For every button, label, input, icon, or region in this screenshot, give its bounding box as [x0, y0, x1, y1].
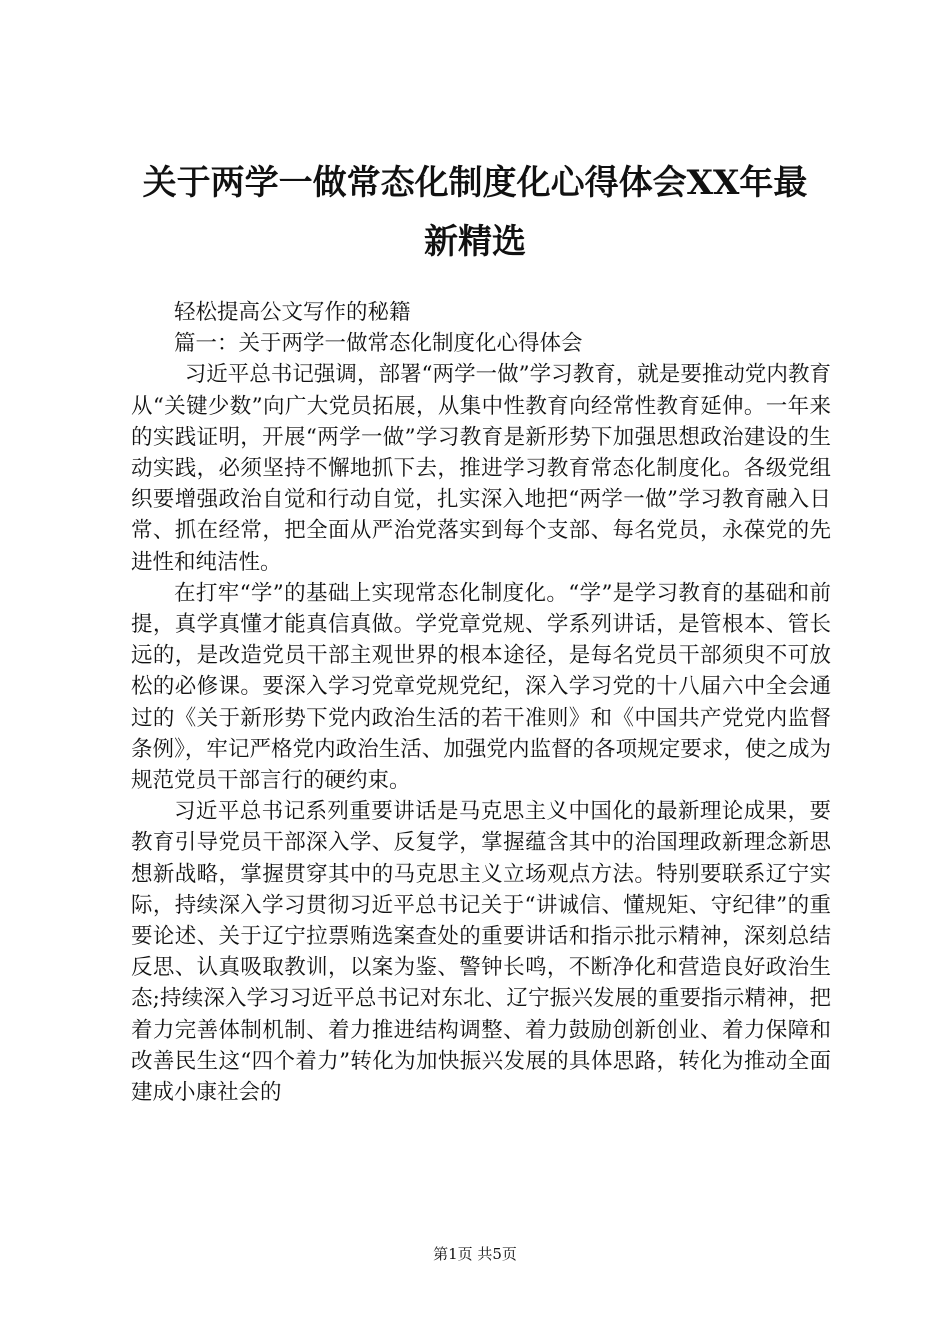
document-title-line-1: 关于两学一做常态化制度化心得体会XX年最 [142, 163, 808, 203]
section-heading: 篇一：关于两学一做常态化制度化心得体会 [174, 331, 583, 357]
document-body [131, 297, 831, 1108]
page-footer: 第1页 共5页 [433, 1245, 517, 1263]
document-title-line-2: 新精选 [424, 222, 526, 262]
body-paragraph: 习近平总书记强调，部署“两学一做”学习教育，就是要推动党内教育从“关键少数”向广大党员拓展，从集中性教育向经常性教育延伸。一年来的实践证明，开展“两学一做”学习教育是新形势下加强思想政治建设的生动实践，必须坚持不懈地抓下去，推进学习教育常态化制度化。各级党组织要增强政治自觉和行动自觉，扎实深入地把“两学一做”学习教育融入日常、抓在经常，把全面从严治党落实到每个支部、每名党员，永葆党的先进性和纯洁性。 [131, 362, 831, 575]
subtitle-paragraph: 轻松提高公文写作的秘籍 [174, 300, 411, 325]
body-paragraph: 习近平总书记系列重要讲话是马克思主义中国化的最新理论成果，要教育引导党员干部深入学、反复学，掌握蕴含其中的治国理政新理念新思想新战略，掌握贯穿其中的马克思主义立场观点方法。特别要联系辽宁实际，持续深入学习贯彻习近平总书记关于“讲诚信、懂规矩、守纪律”的重要论述、关于辽宁拉票贿选案查处的重要讲话和指示批示精神，深刻总结反思、认真吸取教训，以案为鉴、警钟长鸣，不断净化和营造良好政治生态;持续深入学习习近平总书记对东北、辽宁振兴发展的重要指示精神，把着力完善体制机制、着力推进结构调整、着力鼓励创新创业、着力保障和改善民生这“四个着力”转化为加快振兴发展的具体思路，转化为推动全面建成小康社会的 [131, 799, 831, 1106]
body-paragraph: 在打牢“学”的基础上实现常态化制度化。“学”是学习教育的基础和前提，真学真懂才能真信真做。学党章党规、学系列讲话，是管根本、管长远的，是改造党员干部主观世界的根本途径，是每名党员干部须臾不可放松的必修课。要深入学习党章党规党纪，深入学习党的十八届六中全会通过的《关于新形势下党内政治生活的若干准则》和《中国共产党党内监督条例》，牢记严格党内政治生活、加强党内监督的各项规定要求，使之成为规范党员干部言行的硬约束。 [131, 580, 831, 794]
